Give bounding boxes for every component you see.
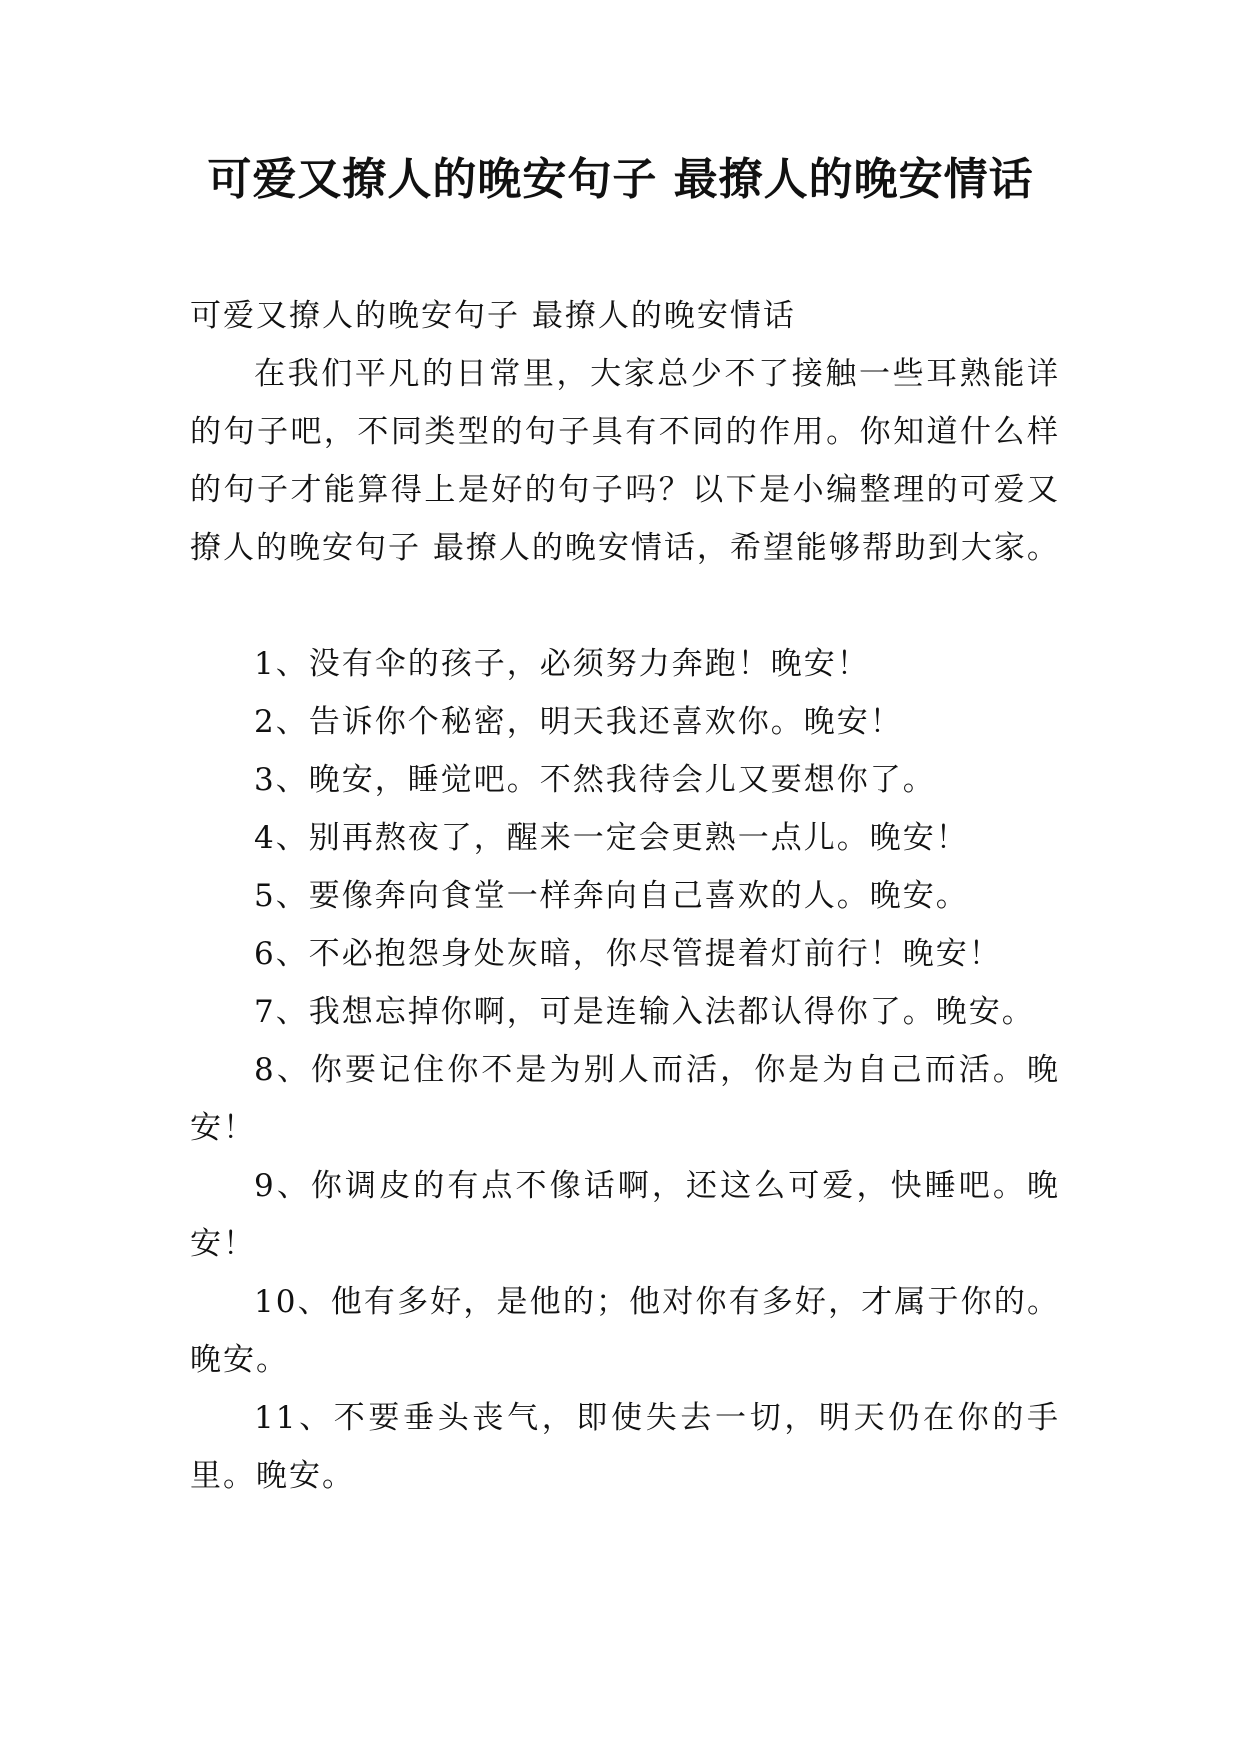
list-item: 9、你调皮的有点不像话啊，还这么可爱，快睡吧。晚安！ (190, 1168, 1060, 1262)
list-item: 2、告诉你个秘密，明天我还喜欢你。晚安！ (254, 704, 903, 740)
list-item: 10、他有多好，是他的；他对你有多好，才属于你的。晚安。 (190, 1284, 1060, 1378)
list-item: 4、别再熬夜了，醒来一定会更熟一点儿。晚安！ (254, 820, 969, 856)
document-body (190, 287, 1060, 1505)
document-subtitle: 可爱又撩人的晚安句子 最撩人的晚安情话 (190, 298, 796, 334)
list-item: 7、我想忘掉你啊，可是连输入法都认得你了。晚安。 (254, 994, 1035, 1030)
list-item: 5、要像奔向食堂一样奔向自己喜欢的人。晚安。 (254, 878, 969, 914)
document-title: 可爱又撩人的晚安句子 最撩人的晚安情话 (207, 154, 1034, 205)
list-item: 1、没有伞的孩子，必须努力奔跑！晚安！ (254, 646, 870, 682)
list-item: 8、你要记住你不是为别人而活，你是为自己而活。晚安！ (190, 1052, 1060, 1146)
list-item: 6、不必抱怨身处灰暗，你尽管提着灯前行！晚安！ (254, 936, 1002, 972)
intro-paragraph: 在我们平凡的日常里，大家总少不了接触一些耳熟能详的句子吧，不同类型的句子具有不同的作用。你知道什么样的句子才能算得上是好的句子吗？以下是小编整理的可爱又撩人的晚安句子 最撩人的晚安情话，希望能够帮助到大家。 (190, 356, 1060, 566)
list-item: 3、晚安，睡觉吧。不然我待会儿又要想你了。 (254, 762, 936, 798)
paragraph-spacer (190, 577, 1060, 635)
list-item: 11、不要垂头丧气，即使失去一切，明天仍在你的手里。晚安。 (190, 1400, 1060, 1494)
